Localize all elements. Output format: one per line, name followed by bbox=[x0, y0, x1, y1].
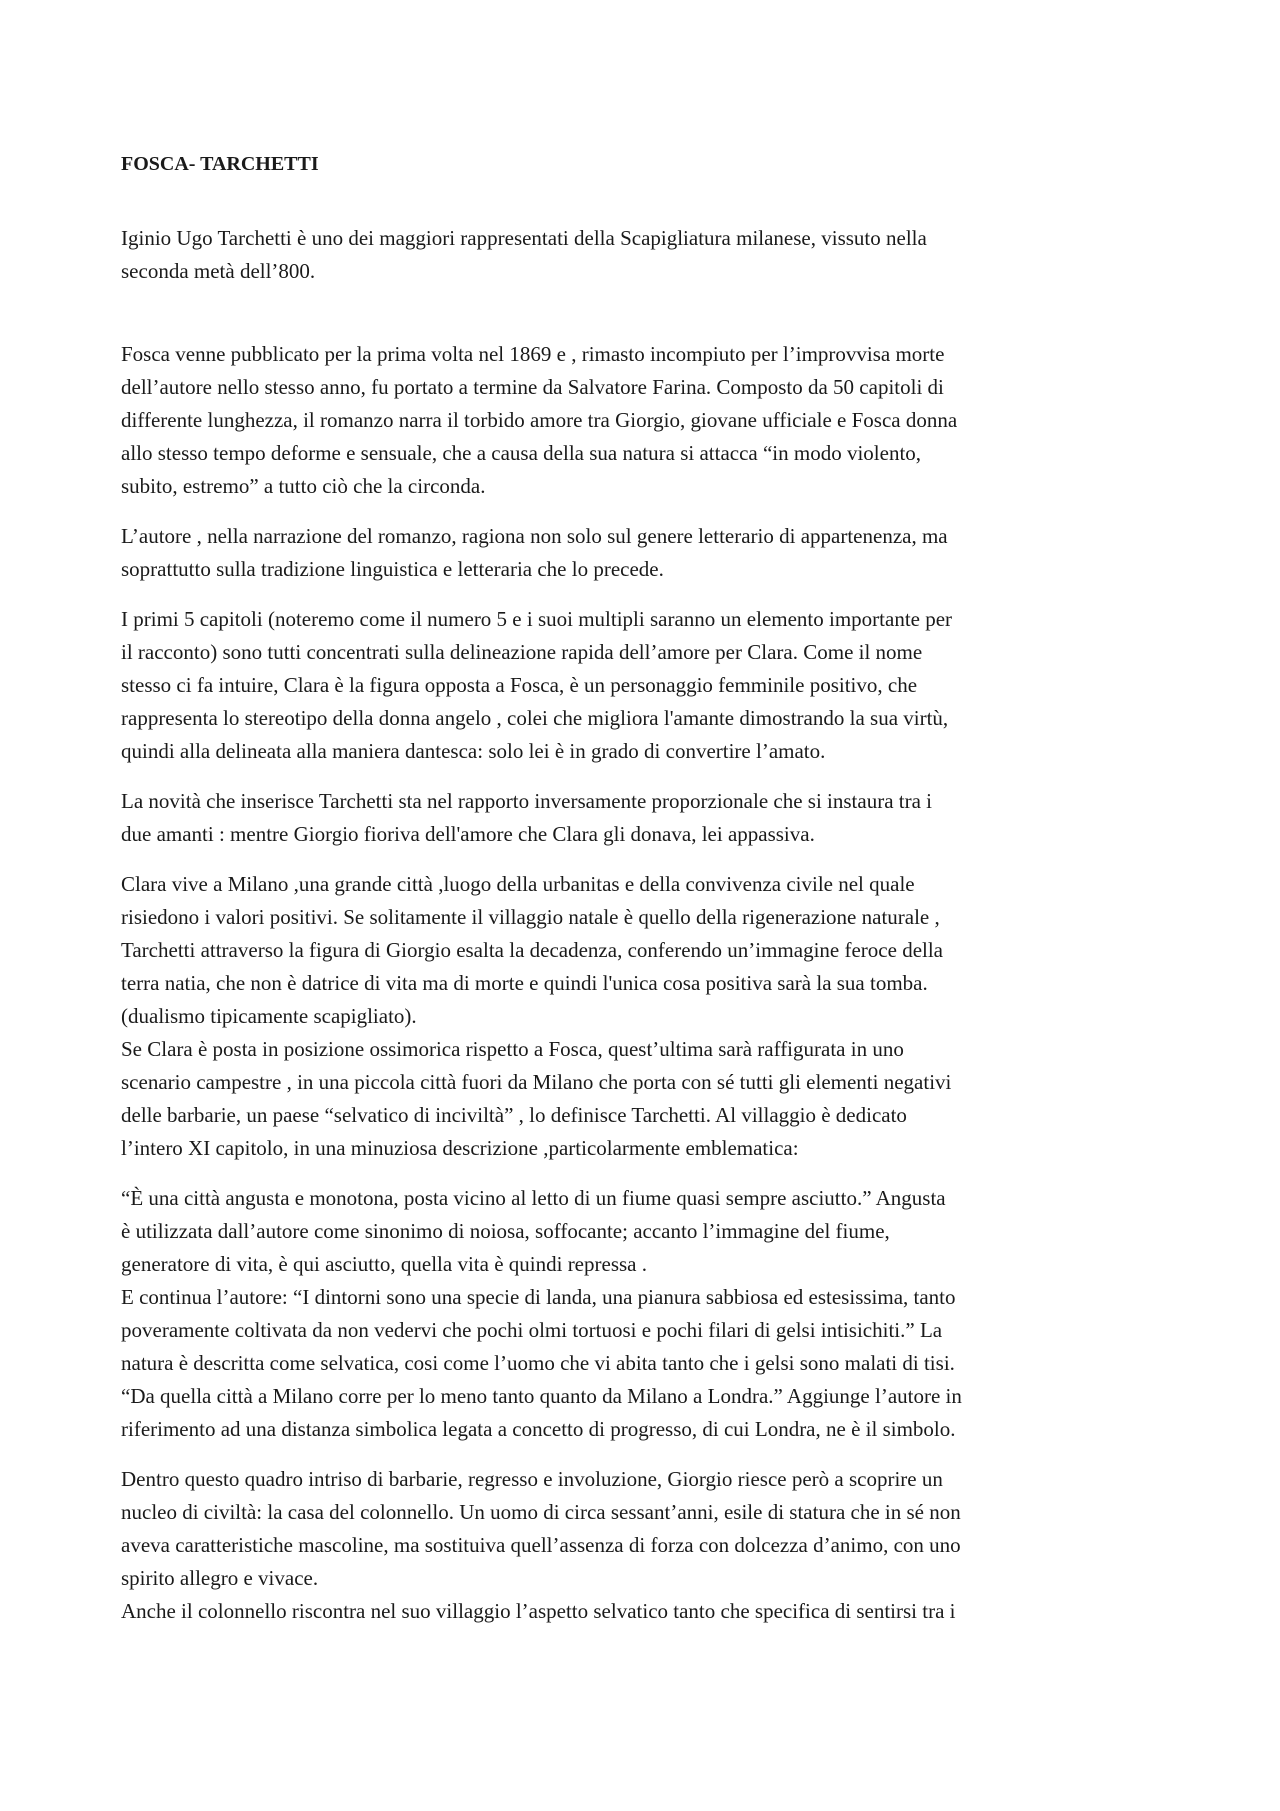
paragraph-first-chapters: I primi 5 capitoli (noteremo come il numero 5 e i suoi multipli saranno un elemento importante per il racconto) sono tutti concentrati sulla delineazione rapida dell’amore per Clara. Come il nome stesso ci fa intuire, Clara è la figura opposta a Fosca, è un personaggio femminile positivo, che rappresenta lo stereotipo della donna angelo , colei che migliora l'amante dimostrando la sua virtù, quindi alla delineata alla maniera dantesca: solo lei è in grado di convertire l’amato. bbox=[121, 607, 953, 763]
paragraph-novelty: La novità che inserisce Tarchetti sta nel rapporto inversamente proporzionale che si instaura tra i due amanti : mentre Giorgio fioriva dell'amore che Clara gli donava, lei appassiva. bbox=[121, 789, 932, 846]
paragraph-fosca-village: Se Clara è posta in posizione ossimorica rispetto a Fosca, quest’ultima sarà raffigurata in uno scenario campestre , in una piccola città fuori da Milano che porta con sé tutti gli elementi negativi delle barbarie, un paese “selvatico di inciviltà” , lo definisce Tarchetti. Al villaggio è dedicato l’intero XI capitolo, in una minuziosa descrizione ,particolarmente emblematica: bbox=[121, 1037, 952, 1160]
document-title: FOSCA- TARCHETTI bbox=[121, 153, 319, 175]
paragraph-author-reflection: L’autore , nella narrazione del romanzo, ragiona non solo sul genere letterario di appartenenza, ma soprattutto sulla tradizione linguistica e letteraria che lo precede. bbox=[121, 524, 948, 581]
paragraph-dintorni: E continua l’autore: “I dintorni sono una specie di landa, una pianura sabbiosa ed estesissima, tanto poveramente coltivata da non vedervi che pochi olmi tortuosi e pochi filari di gelsi intisichiti.” La natura è descritta come selvatica, cosi come l’uomo che vi abita tanto che i gelsi sono malati di tisi. “Da quella città a Milano corre per lo meno tanto quanto da Milano a Londra.” Aggiunge l’autore in riferimento ad una distanza simbolica legata a concetto di progresso, di cui Londra, ne è il simbolo. bbox=[121, 1285, 962, 1441]
paragraph-colonnello-continued: Anche il colonnello riscontra nel suo villaggio l’aspetto selvatico tanto che specifica di sentirsi tra i bbox=[121, 1599, 956, 1623]
paragraph-colonnello: Dentro questo quadro intriso di barbarie, regresso e involuzione, Giorgio riesce però a scoprire un nucleo di civiltà: la casa del colonnello. Un uomo di circa sessant’anni, esile di statura che in sé non aveva caratteristiche mascoline, ma sostituiva quell’assenza di forza con dolcezza d’animo, con uno spirito allegro e vivace. bbox=[121, 1467, 961, 1590]
paragraph-intro: Iginio Ugo Tarchetti è uno dei maggiori rappresentati della Scapigliatura milanese, vissuto nella seconda metà dell’800. bbox=[121, 226, 927, 283]
paragraph-publication: Fosca venne pubblicato per la prima volta nel 1869 e , rimasto incompiuto per l’improvvisa morte dell’autore nello stesso anno, fu portato a termine da Salvatore Farina. Composto da 50 capitoli di differente lunghezza, il romanzo narra il torbido amore tra Giorgio, giovane ufficiale e Fosca donna allo stesso tempo deforme e sensuale, che a causa della sua natura si attacca “in modo violento, subito, estremo” a tutto ciò che la circonda. bbox=[121, 342, 958, 498]
document-body bbox=[121, 148, 1161, 1628]
paragraph-clara-milano: Clara vive a Milano ,una grande città ,luogo della urbanitas e della convivenza civile nel quale risiedono i valori positivi. Se solitamente il villaggio natale è quello della rigenerazione naturale , Tarchetti attraverso la figura di Giorgio esalta la decadenza, conferendo un’immagine feroce della terra natia, che non è datrice di vita ma di morte e quindi l'unica cosa positiva sarà la sua tomba. (dualismo tipicamente scapigliato). bbox=[121, 872, 944, 1028]
paragraph-quote-angusta: “È una città angusta e monotona, posta vicino al letto di un fiume quasi sempre asciutto.” Angusta è utilizzata dall’autore come sinonimo di noiosa, soffocante; accanto l’immagine del fiume, generatore di vita, è qui asciutto, quella vita è quindi repressa . bbox=[121, 1186, 946, 1276]
